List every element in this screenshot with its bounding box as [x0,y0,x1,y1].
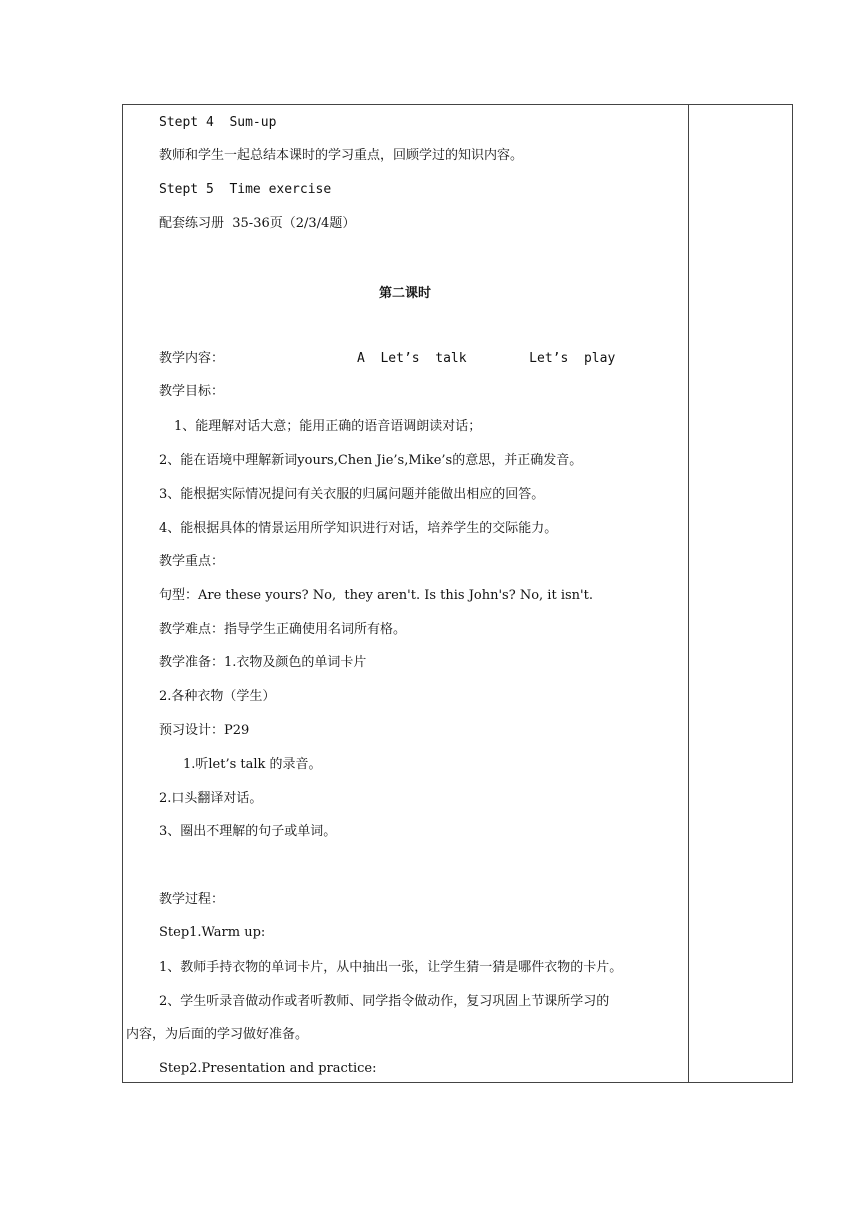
goals-label: 教学目标： [159,384,225,399]
step4-heading: Stept 4 Sum-up [159,115,277,130]
goal-4: 4、能根据具体的情景运用所学知识进行对话，培养学生的交际能力。 [159,521,558,536]
content-value: A Let’s talk Let’s play [357,351,616,366]
preview-item-1: 1.听let’s talk 的录音。 [183,757,322,772]
step2-heading: Step2.Presentation and practice: [159,1061,377,1076]
step1-heading: Step1.Warm up: [159,925,266,940]
preparation-1: 教学准备：1.衣物及颜色的单词卡片 [159,655,367,670]
process-label: 教学过程： [159,892,225,907]
difficulty-text: 教学难点：指导学生正确使用名词所有格。 [159,622,407,637]
table-column-divider [688,104,689,1083]
goal-1: 1、能理解对话大意；能用正确的语音语调朗读对话； [174,419,482,434]
goal-3: 3、能根据实际情况提问有关衣服的归属问题并能做出相应的回答。 [159,487,545,502]
preparation-2: 2.各种衣物（学生） [159,689,276,704]
preview-item-3: 3、圈出不理解的句子或单词。 [159,824,337,839]
key-points-label: 教学重点： [159,554,225,569]
warmup-item-1: 1、教师手持衣物的单词卡片，从中抽出一张，让学生猜一猜是哪件衣物的卡片。 [159,960,623,975]
lesson-title: 第二课时 [378,286,431,301]
preview-design: 预习设计：P29 [159,723,250,738]
step5-heading: Stept 5 Time exercise [159,182,332,197]
summary-text: 教师和学生一起总结本课时的学习重点，回顾学过的知识内容。 [159,148,524,163]
content-label: 教学内容： [159,351,225,366]
preview-item-2: 2.口头翻译对话。 [159,791,263,806]
sentence-pattern: 句型：Are these yours? No, they aren't. Is this John's? No, it isn't. [159,588,593,603]
practice-text: 配套练习册 35-36页（2/3/4题） [159,216,356,231]
warmup-item-2a: 2、学生听录音做动作或者听教师、同学指令做动作，复习巩固上节课所学习的 [159,994,610,1009]
goal-2: 2、能在语境中理解新词yours,Chen Jie’s,Mike’s的意思，并正确发音。 [159,453,583,468]
warmup-item-2b: 内容，为后面的学习做好准备。 [126,1027,309,1042]
